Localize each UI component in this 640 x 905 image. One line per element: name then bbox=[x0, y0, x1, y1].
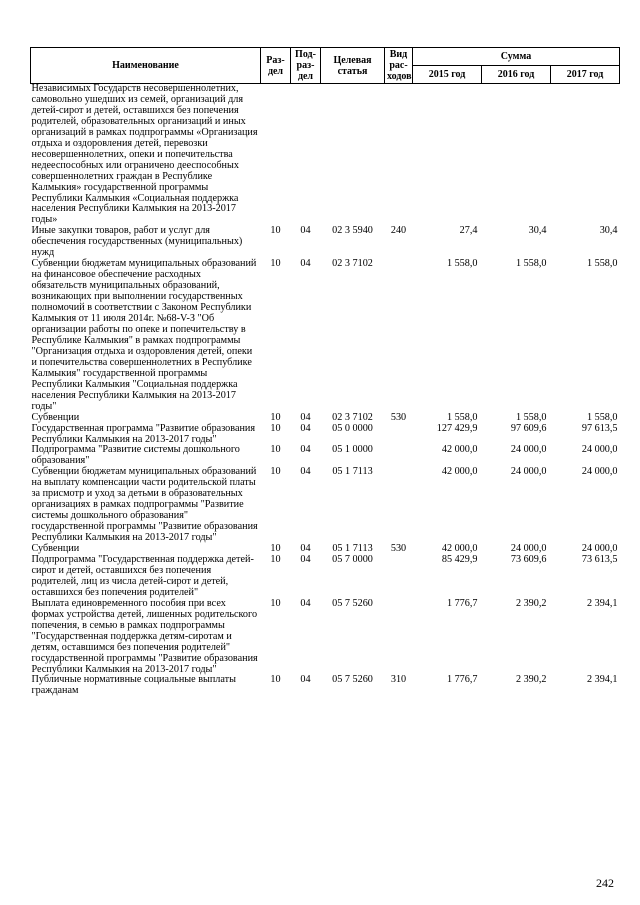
row-sum-2015: 42 000,0 bbox=[441, 444, 478, 456]
row-name: Иные закупки товаров, работ и услуг для обеспечения государственных (муниципальных) нужд bbox=[31, 225, 243, 259]
table-row bbox=[31, 555, 620, 599]
row-sum-2015: 1 776,7 bbox=[446, 674, 478, 686]
row-expense-type bbox=[385, 259, 413, 412]
row-expense-type bbox=[385, 424, 413, 446]
row-razdel: 10 bbox=[270, 543, 281, 555]
row-sum-2015: 42 000,0 bbox=[441, 466, 478, 478]
row-name: Субвенции бюджетам муниципальных образований на финансовое обеспечение расходных обязательств муниципальных образований, возникающих при выполнении государственных полномочий в соответствии с Законом Республики Калмыкия от 11 июля 2014г. №68-V-З "Об организации работы по опеке и попечительству в Республике Калмыкия" в рамках подпрограммы "Организация отдыха и оздоровления детей, опеки и попечительства совершеннолетних в Республике Калмыкия" государственной программы Республики Калмыкия "Социальная поддержка населения Республики Калмыкия на 2013-2017 годы" bbox=[31, 258, 257, 412]
header-razdel: Раз- дел bbox=[261, 48, 291, 84]
row-sum-2016: 24 000,0 bbox=[510, 444, 547, 456]
row-podrazdel: 04 bbox=[300, 258, 311, 270]
table-row bbox=[31, 445, 620, 467]
row-sum-2016: 73 609,6 bbox=[510, 553, 547, 565]
row-sum-2016 bbox=[482, 84, 551, 227]
row-podrazdel: 04 bbox=[300, 674, 311, 686]
row-expense-type: 530 bbox=[390, 543, 407, 555]
row-name: Публичные нормативные социальные выплаты гражданам bbox=[31, 674, 236, 697]
header-podrazdel: Под- раз- дел bbox=[291, 48, 321, 84]
header-name: Наименование bbox=[31, 48, 261, 84]
budget-table bbox=[30, 47, 620, 697]
row-sum-2017: 2 394,1 bbox=[586, 597, 618, 609]
row-expense-type bbox=[385, 599, 413, 676]
row-sum-2015: 85 429,9 bbox=[441, 553, 478, 565]
row-sum-2015: 27,4 bbox=[459, 225, 478, 237]
row-podrazdel: 04 bbox=[300, 597, 311, 609]
row-target-article: 05 7 0000 bbox=[332, 553, 373, 565]
row-sum-2017: 24 000,0 bbox=[581, 543, 618, 555]
row-target-article: 05 1 0000 bbox=[332, 444, 373, 456]
row-razdel: 10 bbox=[270, 597, 281, 609]
row-sum-2016: 24 000,0 bbox=[510, 466, 547, 478]
row-sum-2017: 30,4 bbox=[599, 225, 618, 237]
row-sum-2016: 97 609,6 bbox=[510, 422, 547, 434]
row-name: Субвенции bbox=[31, 543, 80, 555]
row-expense-type: 310 bbox=[390, 674, 407, 686]
row-expense-type bbox=[385, 84, 413, 227]
row-sum-2017: 24 000,0 bbox=[581, 466, 618, 478]
row-podrazdel: 04 bbox=[300, 411, 311, 423]
row-expense-type: 240 bbox=[390, 225, 407, 237]
row-target-article: 02 3 7102 bbox=[332, 258, 373, 270]
row-name: Независимых Государств несовершеннолетних, самовольно ушедших из семей, организаций для детей-сирот и детей, оставшихся без попечения родителей, образовательных организаций и иных организаций в рамках подпрограммы «Организация отдыха и оздоровления детей, перевозки несовершеннолетних, опеки и попечительства недееспособных или ограничено дееспособных совершеннолетних граждан в Республике Калмыкия» государственной программы Республики Калмыкия «Социальная поддержка населения Республики Калмыкия на 2013-2017 годы» bbox=[31, 83, 258, 226]
row-podrazdel: 04 bbox=[300, 422, 311, 434]
row-podrazdel: 04 bbox=[300, 444, 311, 456]
table-row bbox=[31, 424, 620, 446]
row-sum-2015: 1 558,0 bbox=[446, 258, 478, 270]
row-name: Подпрограмма "Государственная поддержка детей-сирот и детей, оставшихся без попечения родителей, лиц из числа детей-сирот и детей, оставшихся без попечения родителей" bbox=[31, 553, 254, 598]
row-podrazdel: 04 bbox=[300, 225, 311, 237]
table-row bbox=[31, 599, 620, 676]
header-year-2017: 2017 год bbox=[551, 66, 620, 84]
row-name: Субвенции bbox=[31, 411, 80, 423]
row-name: Подпрограмма "Развитие системы дошкольного образования" bbox=[31, 444, 240, 467]
header-year-2015: 2015 год bbox=[413, 66, 482, 84]
row-expense-type: 530 bbox=[390, 411, 407, 423]
table-row bbox=[31, 467, 620, 544]
header-year-2016: 2016 год bbox=[482, 66, 551, 84]
table-header bbox=[31, 48, 620, 84]
row-expense-type bbox=[385, 445, 413, 467]
row-target-article: 02 3 7102 bbox=[332, 411, 373, 423]
table-row bbox=[31, 413, 620, 424]
row-sum-2017: 1 558,0 bbox=[586, 258, 618, 270]
row-sum-2015: 1 558,0 bbox=[446, 411, 478, 423]
row-podrazdel: 04 bbox=[300, 543, 311, 555]
row-target-article: 05 0 0000 bbox=[332, 422, 373, 434]
row-sum-2016: 24 000,0 bbox=[510, 543, 547, 555]
row-razdel: 10 bbox=[270, 422, 281, 434]
row-expense-type bbox=[385, 467, 413, 544]
row-sum-2016: 30,4 bbox=[528, 225, 547, 237]
header-expense-type: Вид рас- ходов bbox=[385, 48, 413, 84]
row-expense-type bbox=[385, 555, 413, 599]
row-podrazdel bbox=[291, 84, 321, 227]
row-name: Государственная программа "Развитие образования Республики Калмыкия на 2013-2017 годы" bbox=[31, 422, 256, 445]
table-row bbox=[31, 675, 620, 697]
row-razdel bbox=[261, 84, 291, 227]
row-target-article: 05 1 7113 bbox=[332, 543, 373, 555]
row-sum-2016: 1 558,0 bbox=[515, 258, 547, 270]
row-sum-2017: 1 558,0 bbox=[586, 411, 618, 423]
table-row bbox=[31, 259, 620, 412]
row-sum-2016: 2 390,2 bbox=[515, 597, 547, 609]
row-sum-2015: 42 000,0 bbox=[441, 543, 478, 555]
row-target-article: 05 7 5260 bbox=[332, 597, 373, 609]
row-razdel: 10 bbox=[270, 225, 281, 237]
row-sum-2016: 1 558,0 bbox=[515, 411, 547, 423]
row-sum-2015 bbox=[413, 84, 482, 227]
table-row bbox=[31, 84, 620, 227]
row-razdel: 10 bbox=[270, 258, 281, 270]
row-razdel: 10 bbox=[270, 444, 281, 456]
row-target-article bbox=[321, 84, 385, 227]
row-target-article: 05 7 5260 bbox=[332, 674, 373, 686]
row-sum-2017: 24 000,0 bbox=[581, 444, 618, 456]
row-razdel: 10 bbox=[270, 553, 281, 565]
row-sum-2016: 2 390,2 bbox=[515, 674, 547, 686]
row-target-article: 02 3 5940 bbox=[332, 225, 373, 237]
page-number: 242 bbox=[596, 876, 614, 890]
row-sum-2017 bbox=[551, 84, 620, 227]
row-razdel: 10 bbox=[270, 466, 281, 478]
row-name: Субвенции бюджетам муниципальных образований на выплату компенсации части родительской платы за присмотр и уход за детьми в образовательных организациях в рамках подпрограммы "Развитие системы дошкольного образования" государственной программы "Развитие образования Республики Калмыкия на 2013-2017 годы" bbox=[31, 466, 258, 544]
row-sum-2017: 2 394,1 bbox=[586, 674, 618, 686]
row-name: Выплата единовременного пособия при всех формах устройства детей, лишенных родительского попечения, в семью в рамках подпрограммы "Государственная поддержка детям-сиротам и детям, оставшимся без попечения родителей" государственной программы "Развитие образования Республики Калмыкия на 2013-2017 годы" bbox=[31, 597, 258, 675]
row-sum-2015: 1 776,7 bbox=[446, 597, 478, 609]
row-target-article: 05 1 7113 bbox=[332, 466, 373, 478]
header-sum: Сумма bbox=[413, 48, 620, 66]
row-razdel: 10 bbox=[270, 411, 281, 423]
table-body bbox=[31, 84, 620, 698]
table-row bbox=[31, 226, 620, 259]
row-podrazdel: 04 bbox=[300, 553, 311, 565]
row-sum-2017: 73 613,5 bbox=[581, 553, 618, 565]
row-razdel: 10 bbox=[270, 674, 281, 686]
header-target-article: Целевая статья bbox=[321, 48, 385, 84]
row-podrazdel: 04 bbox=[300, 466, 311, 478]
row-sum-2017: 97 613,5 bbox=[581, 422, 618, 434]
row-sum-2015: 127 429,9 bbox=[436, 422, 478, 434]
